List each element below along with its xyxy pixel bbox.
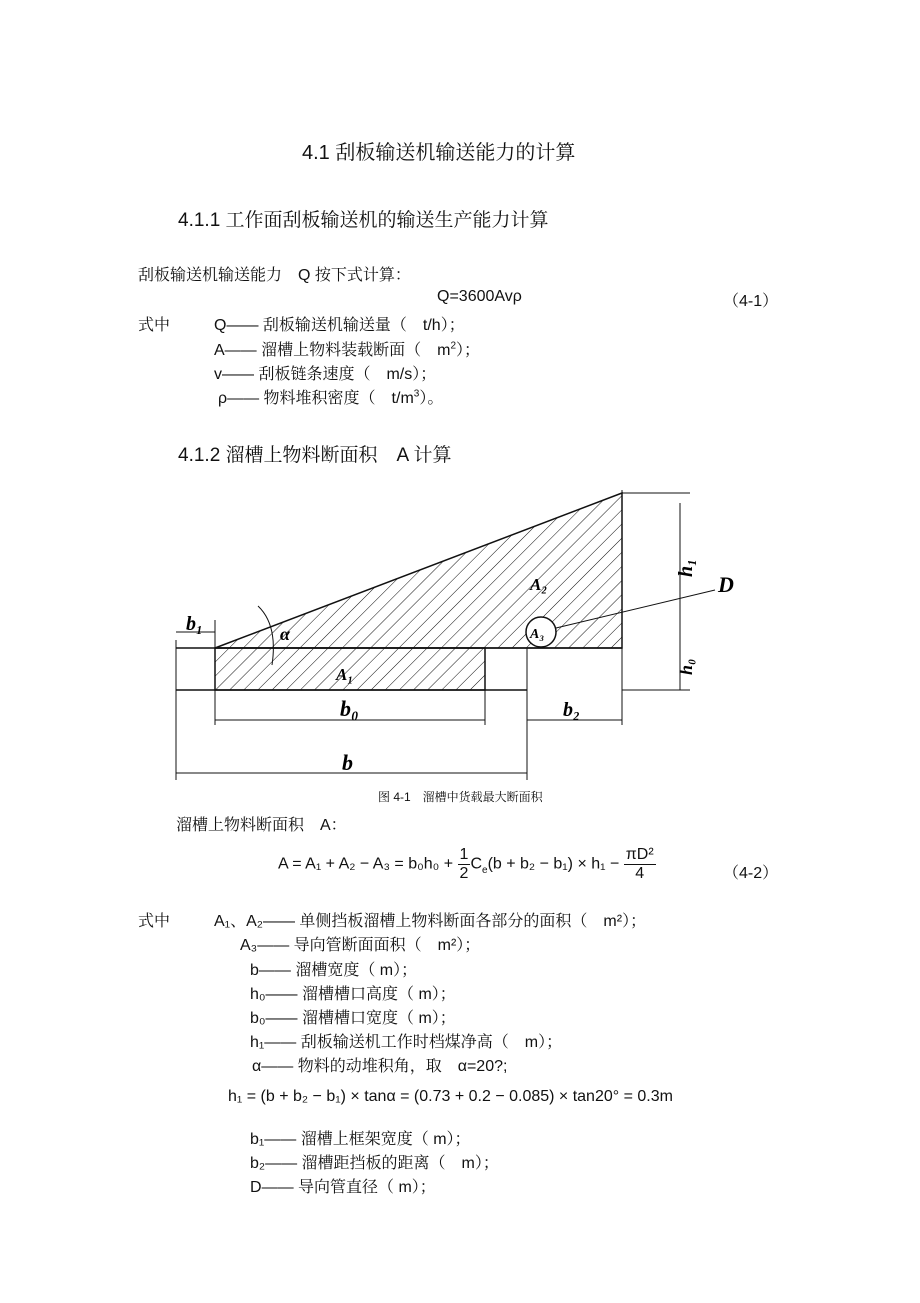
- definition: Q—— 刮板输送机输送量（ t/h）；: [214, 317, 465, 334]
- label-b2: b₂: [563, 699, 580, 721]
- h1-formula: h₁ = (b + b₂ − b₁) × tanα = (0.73 + 0.2 − 0.085) × tan20° = 0.3m: [228, 1088, 673, 1105]
- definition: α—— 物料的动堆积角，取 α=20?;: [252, 1058, 508, 1075]
- subsection-heading-1: 4.1.1 工作面刮板输送机的输送生产能力计算: [178, 210, 549, 231]
- definition: v—— 刮板链条速度（ m/s）；: [214, 366, 437, 383]
- label-b1: b₁: [186, 613, 203, 635]
- label-b0: b₀: [340, 696, 359, 721]
- definition: b₀—— 溜槽槽口宽度（ m）；: [250, 1010, 456, 1027]
- definition: h₀—— 溜槽槽口高度（ m）；: [250, 986, 456, 1003]
- label-h1: h₁: [675, 558, 697, 577]
- equation-number: （4-1）: [723, 293, 779, 310]
- label-h0: h₀: [676, 658, 696, 675]
- where-label-2: 式中: [138, 913, 171, 930]
- equation-number-2: （4-2）: [723, 865, 779, 882]
- definition: A₃—— 导向管断面面积（ m²）；: [240, 937, 481, 954]
- section-title: 4.1 刮板输送机输送能力的计算: [302, 142, 576, 164]
- label-d: D: [718, 572, 734, 597]
- definition: A₁、A₂—— 单侧挡板溜槽上物料断面各部分的面积（ m²）；: [214, 913, 647, 930]
- definition: b—— 溜槽宽度（ m）；: [250, 962, 418, 979]
- definition: b₁—— 溜槽上框架宽度（ m）；: [250, 1131, 471, 1148]
- figure-caption: 图 4-1 溜槽中货载最大断面积: [378, 790, 543, 804]
- formula-4-1: Q=3600Avρ: [437, 288, 522, 305]
- label-alpha: α: [280, 624, 290, 644]
- intro-text: 刮板输送机输送能力 Q 按下式计算：: [138, 267, 411, 284]
- label-a3: A₃: [530, 627, 545, 642]
- definition: A—— 溜槽上物料装载断面（ $m^2$）；: [214, 340, 481, 359]
- label-a2: A₂: [530, 575, 548, 594]
- intro-text-2: 溜槽上物料断面积 A：: [176, 817, 347, 834]
- area-a2: [215, 493, 622, 648]
- definition: h₁—— 刮板输送机工作时档煤净高（ m）；: [250, 1034, 563, 1051]
- subsection-heading-2: 4.1.2 溜槽上物料断面积 A 计算: [178, 445, 452, 466]
- where-label: 式中: [138, 317, 171, 334]
- definition: D—— 导向管直径（ m）；: [250, 1179, 436, 1196]
- definition: b₂—— 溜槽距挡板的距离（ m）；: [250, 1155, 499, 1172]
- definition: ρ—— 物料堆积密度（ $t/m^3$）。: [218, 388, 444, 407]
- formula-4-2: A = A₁ + A₂ − A₃ = b₀h₀ + $\frac{1}{2}$ $C_e(b + b_2 - b_1) \times h_1$ − $\frac{\text{πD²}}{4}$: [278, 846, 654, 882]
- label-a1: A₁: [336, 665, 354, 684]
- label-b: b: [342, 750, 353, 775]
